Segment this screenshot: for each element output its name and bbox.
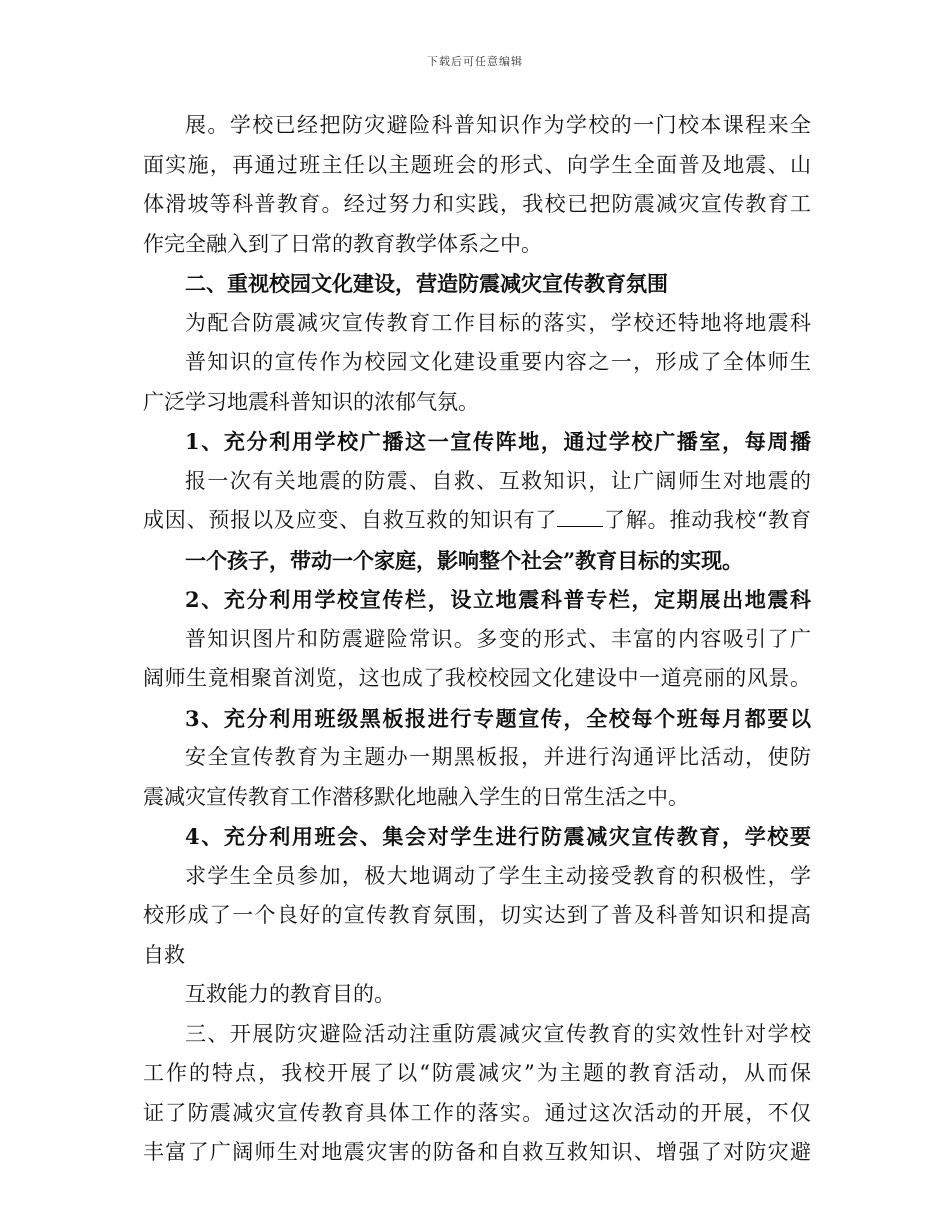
text-line: 证了防震减灾宣传教育具体工作的落实。通过这次活动的开展，不仅: [143, 1100, 811, 1125]
list-item-heading: 3、充分利用班级黑板报进行专题宣传，全校每个班每月都要以: [185, 705, 811, 731]
text-line: 普知识图片和防震避险常识。多变的形式、丰富的内容吸引了广: [185, 626, 811, 651]
section-heading: 三、开展防灾避险活动注重防震减灾宣传教育的实效性针对学校: [185, 1021, 811, 1046]
text-line: 求学生全员参加，极大地调动了学生主动接受教育的积极性，学: [185, 863, 811, 888]
text-line: 展。学校已经把防灾避险科普知识作为学校的一门校本课程来全: [185, 113, 811, 137]
text-line: 作完全融入到了日常的教育教学体系之中。: [143, 231, 542, 256]
text-segment: 成因、预报以及应变、自救互救的知识有了: [143, 508, 558, 532]
list-item-heading: 1、充分利用学校广播这一宣传阵地，通过学校广播室，每周播: [185, 429, 811, 454]
text-line: 体滑坡等科普教育。经过努力和实践，我校已把防震减灾宣传教育工: [143, 192, 811, 216]
section-heading: 二、重视校园文化建设，营造防震减灾宣传教育氛围: [185, 271, 668, 296]
text-line: 校形成了一个良好的宣传教育氛围，切实达到了普及科普知识和提高: [143, 903, 811, 927]
text-line: 一个孩子，带动一个家庭，影响整个社会”教育目标的实现。: [185, 547, 744, 573]
text-line: 丰富了广阔师生对地震灾害的防备和自救互救知识、增强了对防灾避: [143, 1140, 811, 1164]
text-line: 互救能力的教育目的。: [185, 982, 395, 1006]
text-line: 自救: [143, 942, 185, 967]
text-line: 阔师生竟相聚首浏览，这也成了我校校园文化建设中一道亮丽的风景。: [143, 666, 811, 690]
text-line: 为配合防震减灾宣传教育工作目标的落实，学校还特地将地震科: [185, 310, 811, 335]
fill-in-blank: [557, 506, 603, 527]
text-line: 报一次有关地震的防震、自救、互救知识，让广阔师生对地震的: [185, 468, 811, 493]
list-item-heading: 4、充分利用班会、集会对学生进行防震减灾宣传教育，学校要: [185, 824, 811, 849]
text-segment: 了解。推动我校“教育: [603, 508, 811, 532]
text-line: 震减灾宣传教育工作潜移默化地融入学生的日常生活之中。: [143, 784, 689, 809]
text-line: 工作的特点，我校开展了以“防震减灾”为主题的教育活动，从而保: [143, 1061, 811, 1085]
text-line: 广泛学习地震科普知识的浓郁气氛。: [143, 389, 479, 414]
text-line-with-blank: [143, 501, 811, 541]
text-line: 面实施，再通过班主任以主题班会的形式、向学生全面普及地震、山: [143, 152, 811, 177]
text-line: 安全宣传教育为主题办一期黑板报，并进行沟通评比活动，使防: [185, 745, 811, 769]
document-body: [143, 106, 811, 1173]
page-header: 下载后可任意编辑: [427, 55, 523, 68]
text-line: 普知识的宣传作为校园文化建设重要内容之一，形成了全体师生: [185, 350, 811, 374]
list-item-heading: 2、充分利用学校宣传栏，设立地震科普专栏，定期展出地震科: [185, 587, 811, 612]
